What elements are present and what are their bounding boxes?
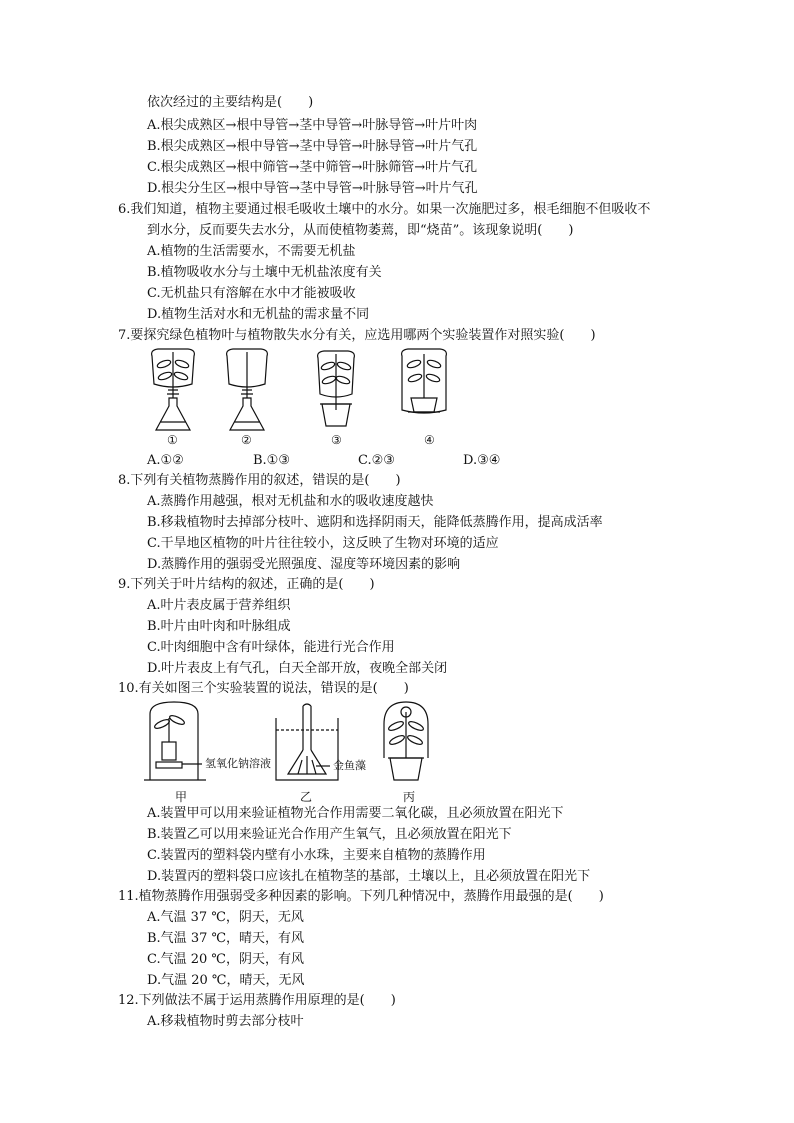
q5-stem-continued: 依次经过的主要结构是( ) [147, 95, 314, 110]
apparatus-3-illustration [318, 351, 355, 426]
q7-option-d: D.③④ [463, 453, 501, 468]
q11-option-d: D.气温 20 ℃，晴天，无风 [147, 973, 305, 988]
q6-option-d: D.植物生活对水和无机盐的需求量不同 [147, 307, 370, 322]
q10-label-goldfish-algae: 金鱼藻 [333, 759, 366, 772]
q9-stem: 9.下列关于叶片结构的叙述，正确的是( ) [118, 577, 375, 592]
q5-option-c: C.根尖成熟区→根中筛管→茎中筛管→叶脉筛管→叶片气孔 [147, 160, 478, 175]
q11-option-c: C.气温 20 ℃，阴天，有风 [147, 952, 304, 967]
q10-option-d: D.装置丙的塑料袋口应该扎在植物茎的基部，土壤以上，且必须放置在阳光下 [147, 869, 591, 884]
q8-option-b: B.移栽植物时去掉部分枝叶、遮阴和选择阴雨天，能降低蒸腾作用，提高成活率 [147, 515, 603, 530]
q10-figure-label-yi: 乙 [300, 790, 313, 804]
q5-option-b: B.根尖成熟区→根中导管→茎中导管→叶脉导管→叶片气孔 [147, 139, 478, 154]
q6-stem-line1: 6.我们知道，植物主要通过根毛吸收土壤中的水分。如果一次施肥过多，根毛细胞不但吸收不 [118, 202, 651, 217]
q7-figure-label-4: ④ [424, 433, 435, 447]
q7-option-b: B.①③ [253, 453, 290, 468]
q8-option-a: A.蒸腾作用越强，根对无机盐和水的吸收速度越快 [147, 494, 434, 509]
q7-stem: 7.要探究绿色植物叶与植物散失水分有关，应选用哪两个实验装置作对照实验( ) [118, 328, 596, 343]
q7-figure-label-2: ② [241, 433, 252, 447]
apparatus-1-illustration [152, 349, 195, 430]
q11-option-b: B.气温 37 ℃，晴天，有风 [147, 931, 305, 946]
q8-option-d: D.蒸腾作用的强弱受光照强度、湿度等环境因素的影响 [147, 557, 461, 572]
q10-label-naoh-solution: 氢氧化钠溶液 [205, 757, 271, 770]
q6-stem-line2: 到水分，反而要失去水分，从而使植物萎蔫，即“烧苗”。该现象说明( ) [147, 223, 574, 238]
apparatus-jia-illustration [144, 702, 206, 780]
q10-option-a: A.装置甲可以用来验证植物光合作用需要二氧化碳，且必须放置在阳光下 [147, 806, 564, 821]
q7-option-c: C.②③ [358, 453, 395, 468]
q8-stem: 8.下列有关植物蒸腾作用的叙述，错误的是( ) [118, 473, 401, 488]
q7-apparatus-figure [140, 346, 470, 446]
q7-option-a: A.①② [147, 453, 184, 468]
q9-option-b: B.叶片由叶肉和叶脉组成 [147, 619, 291, 634]
q9-option-c: C.叶肉细胞中含有叶绿体，能进行光合作用 [147, 640, 395, 655]
q6-option-a: A.植物的生活需要水，不需要无机盐 [147, 244, 356, 259]
q6-option-b: B.植物吸收水分与土壤中无机盐浓度有关 [147, 265, 382, 280]
q7-figure-label-1: ① [167, 433, 178, 447]
apparatus-4-illustration [402, 349, 447, 413]
apparatus-yi-illustration [276, 704, 338, 780]
q10-stem: 10.有关如图三个实验装置的说法，错误的是( ) [118, 681, 409, 696]
q5-option-d: D.根尖分生区→根中导管→茎中导管→叶脉导管→叶片气孔 [147, 181, 478, 196]
apparatus-2-illustration [227, 349, 268, 430]
q12-option-a: A.移栽植物时剪去部分枝叶 [147, 1014, 304, 1029]
q10-apparatus-figure [140, 698, 440, 790]
q5-option-a: A.根尖成熟区→根中导管→茎中导管→叶脉导管→叶片叶肉 [147, 118, 478, 133]
apparatus-bing-illustration [384, 702, 428, 780]
q10-figure-label-bing: 丙 [403, 790, 416, 804]
q7-figure-label-3: ③ [331, 433, 342, 447]
q11-option-a: A.气温 37 ℃，阴天，无风 [147, 910, 304, 925]
q9-option-d: D.叶片表皮上有气孔，白天全部开放，夜晚全部关闭 [147, 661, 448, 676]
q6-option-c: C.无机盐只有溶解在水中才能被吸收 [147, 286, 356, 301]
q9-option-a: A.叶片表皮属于营养组织 [147, 598, 291, 613]
q10-figure-label-jia: 甲 [175, 790, 188, 804]
q10-option-c: C.装置丙的塑料袋内壁有小水珠，主要来自植物的蒸腾作用 [147, 848, 486, 863]
q8-option-c: C.干旱地区植物的叶片往往较小，这反映了生物对环境的适应 [147, 536, 499, 551]
q11-stem: 11.植物蒸腾作用强弱受多种因素的影响。下列几种情况中，蒸腾作用最强的是( ) [118, 889, 604, 904]
q12-stem: 12.下列做法不属于运用蒸腾作用原理的是( ) [118, 993, 396, 1008]
q10-option-b: B.装置乙可以用来验证光合作用产生氧气，且必须放置在阳光下 [147, 827, 512, 842]
